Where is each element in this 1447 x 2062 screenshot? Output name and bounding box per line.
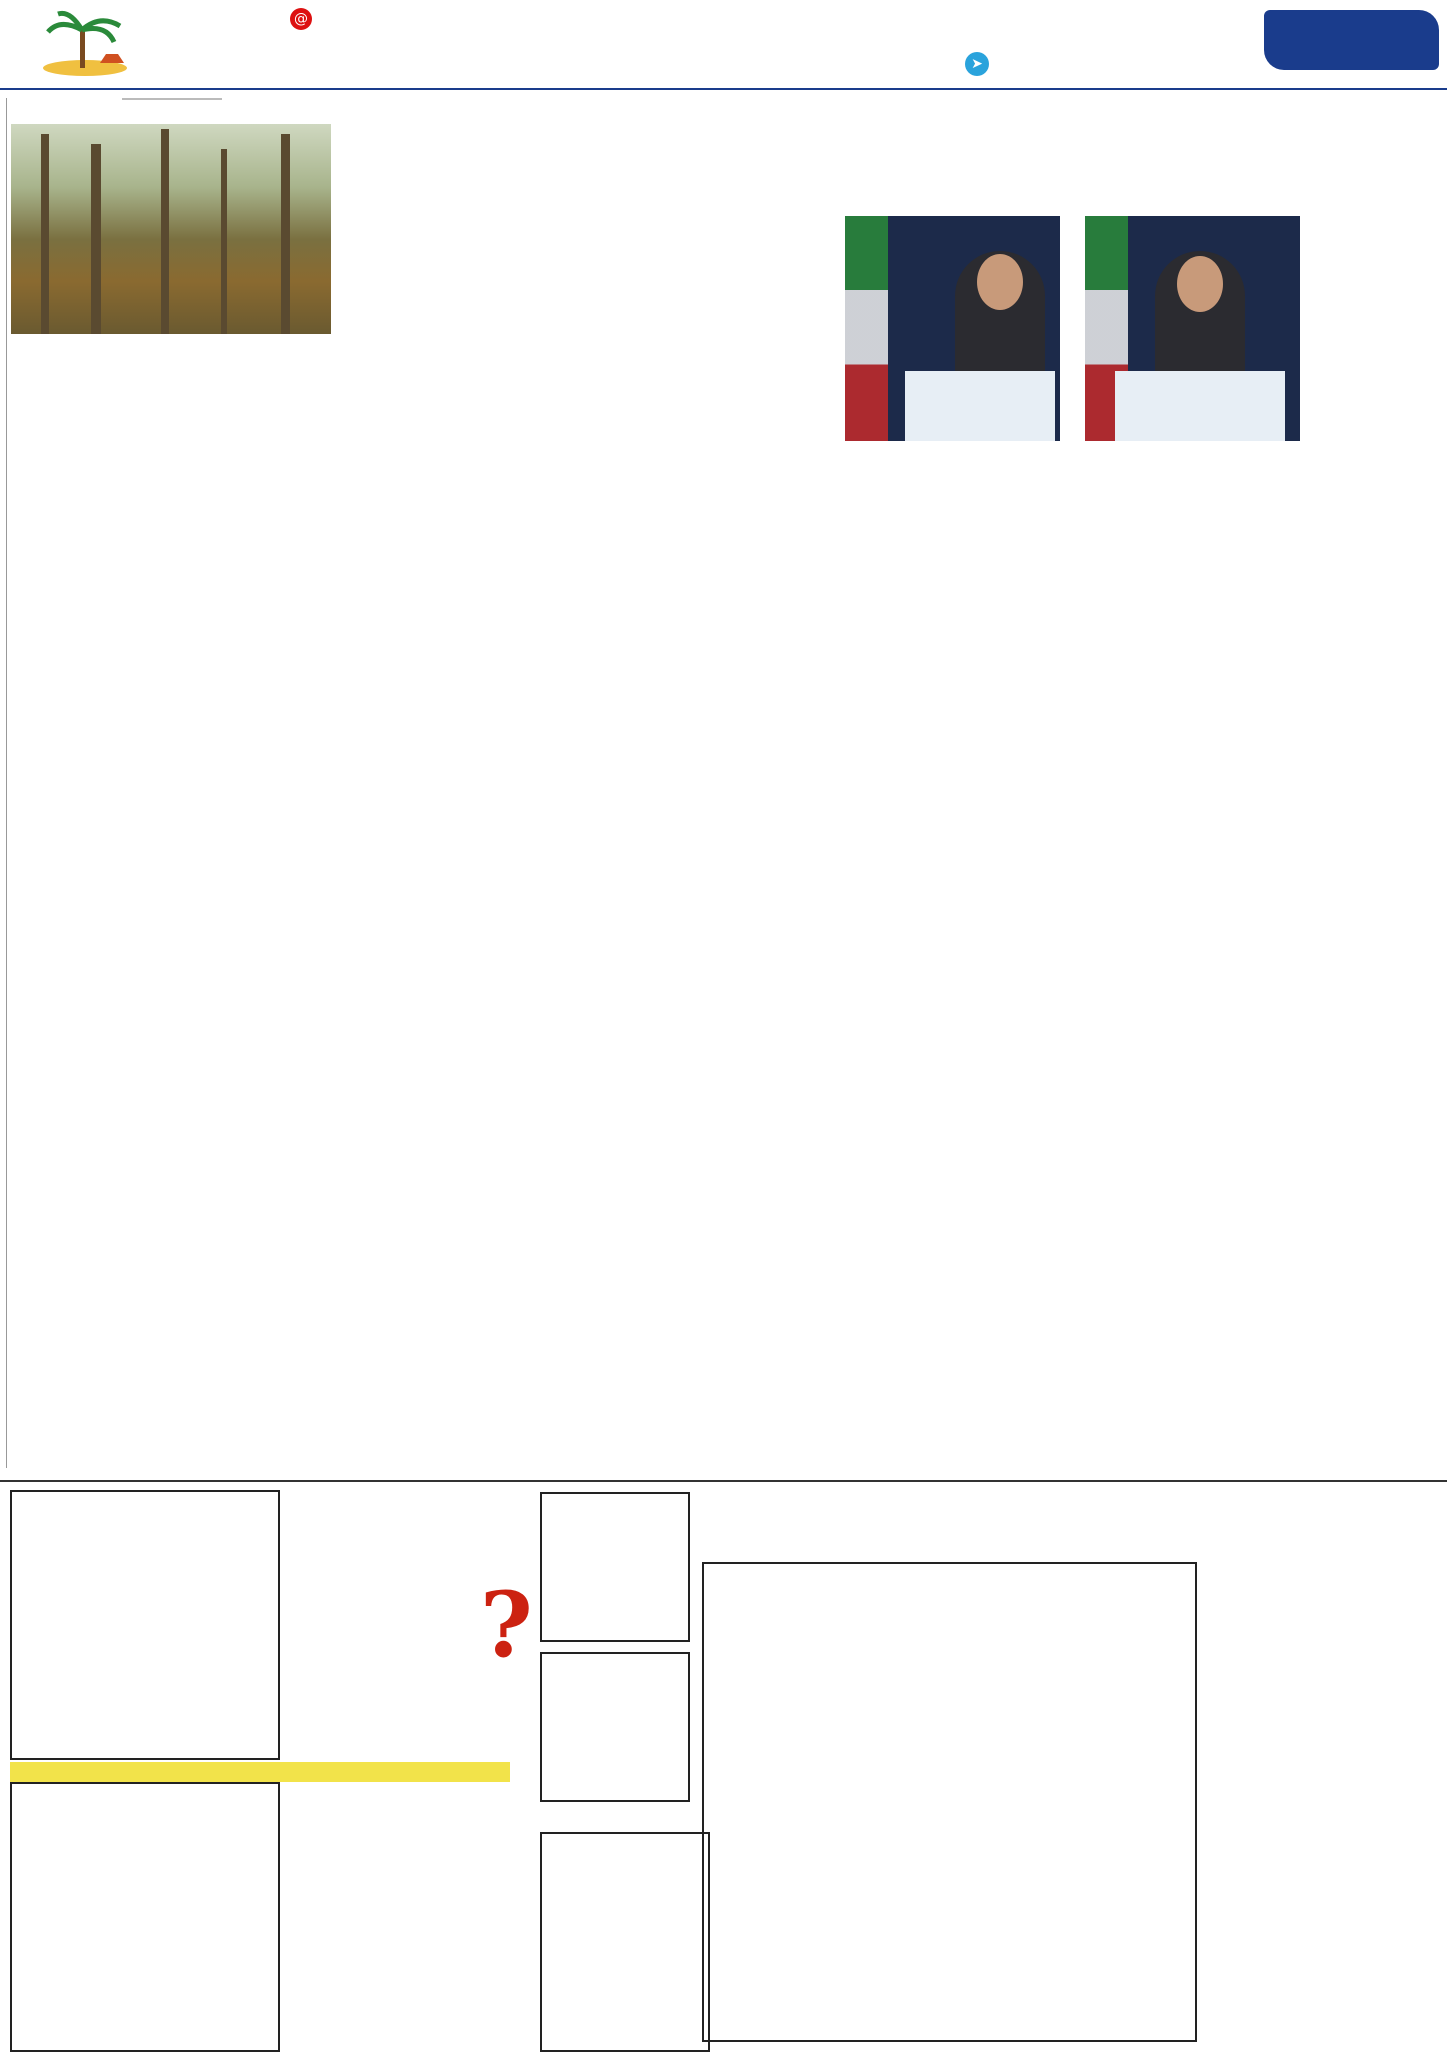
newspaper-logo bbox=[1264, 10, 1439, 70]
section-title bbox=[520, 20, 680, 70]
left-body-1 bbox=[7, 106, 336, 118]
answer-crossword bbox=[540, 1832, 710, 2052]
sudoku-intro bbox=[300, 1922, 520, 2042]
article-col-5 bbox=[675, 448, 825, 1466]
article-col-4 bbox=[835, 448, 980, 1466]
sudoku-easy-grid[interactable] bbox=[10, 1490, 280, 1760]
article-col-1 bbox=[1308, 216, 1440, 1466]
article-col-2 bbox=[1150, 448, 1300, 1466]
question-mark-icon: ? bbox=[480, 1572, 533, 1678]
park-trees-photo bbox=[11, 124, 331, 334]
answer-sudoku-easy bbox=[540, 1492, 690, 1642]
crossword-grid[interactable] bbox=[702, 1562, 1197, 2042]
beach-palm-icon bbox=[40, 8, 130, 78]
answer-sudoku-hard bbox=[540, 1652, 690, 1802]
article-col-3 bbox=[990, 448, 1140, 1466]
main-article bbox=[340, 98, 1440, 1473]
article-col-6 bbox=[515, 216, 665, 1466]
speaker-photo bbox=[845, 216, 1060, 441]
sudoku-hard-grid[interactable] bbox=[10, 1782, 280, 2052]
page-header bbox=[0, 0, 1447, 90]
email-icon: @ bbox=[290, 8, 312, 30]
left-body-2 bbox=[7, 340, 336, 352]
telegram-icon: ➤ bbox=[965, 52, 989, 76]
news-tag bbox=[122, 98, 222, 100]
clues-down bbox=[1227, 1722, 1437, 2052]
clues-across bbox=[1227, 1536, 1437, 1696]
sudoku-number-bar bbox=[10, 1762, 510, 1782]
left-news-column bbox=[6, 98, 336, 1468]
zarghami-photo bbox=[1085, 216, 1300, 441]
puzzles-section bbox=[0, 1480, 1447, 2062]
